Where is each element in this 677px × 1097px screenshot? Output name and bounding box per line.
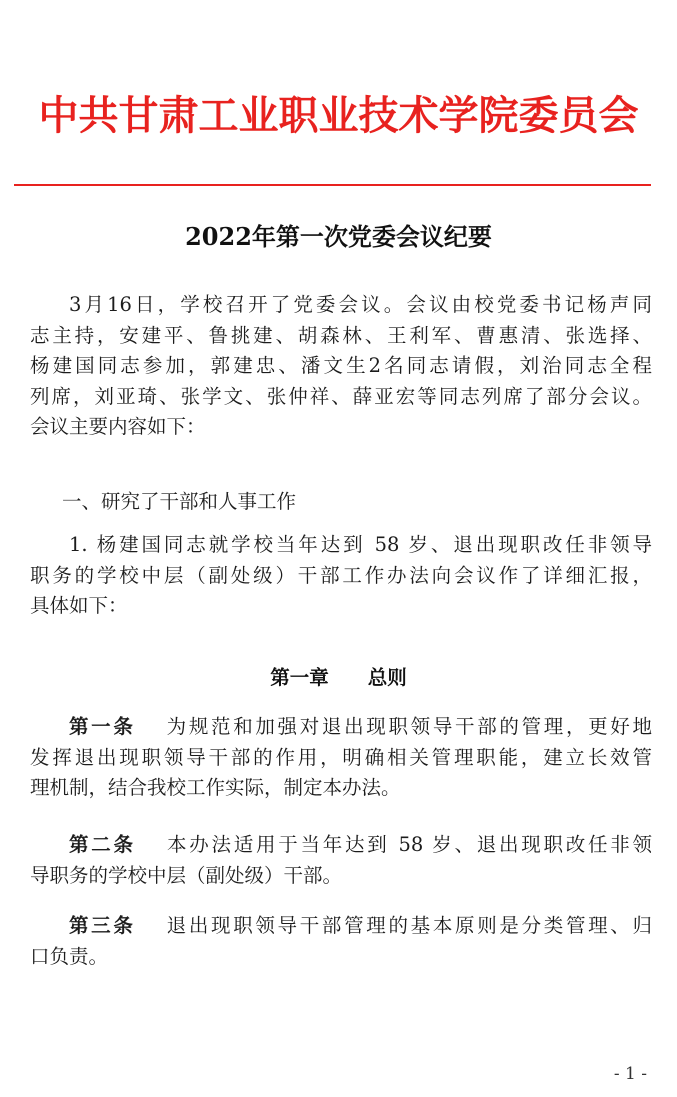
article-1-first-text: 为规范和加强对退出现职领导干部的管理，更好地 (166, 715, 652, 738)
article-1-line-2: 发挥退出现职领导干部的作用，明确相关管理职能，建立长效管 (30, 745, 652, 769)
article-3 (30, 911, 652, 972)
intro-line-3: 杨建国同志参加，郭建忠、潘文生2名同志请假，刘治同志全程 (30, 354, 652, 377)
article-3-label: 第三条 (69, 914, 136, 937)
intro-paragraph (30, 290, 652, 443)
article-1-label: 第一条 (69, 715, 136, 738)
intro-line-2: 志主持，安建平、鲁挑建、胡森林、王利军、曹惠清、张选择、 (30, 323, 652, 347)
header-red-rule (14, 184, 651, 186)
intro-line-4: 列席，刘亚琦、张学文、张仲祥、薛亚宏等同志列席了部分会议。 (30, 384, 652, 408)
article-3-first-text: 退出现职领导干部管理的基本原则是分类管理、归 (166, 914, 652, 937)
item-1-paragraph (30, 530, 652, 622)
intro-line-5: 会议主要内容如下： (30, 415, 206, 438)
article-2-line-2: 导职务的学校中层（副处级）干部。 (30, 863, 343, 887)
article-2-label: 第二条 (69, 833, 136, 856)
article-3-line-2: 口负责。 (30, 944, 109, 968)
document-title: 2022年第一次党委会议纪要 (185, 222, 492, 251)
chapter-heading: 第一章 总则 (270, 666, 407, 689)
article-2-first-line (30, 830, 652, 861)
item-1-line-1: 1. 杨建国同志就学校当年达到 58 岁、退出现职改任非领导 (69, 533, 652, 556)
item-1-line-2: 职务的学校中层（副处级）干部工作办法向会议作了详细汇报， (30, 563, 652, 587)
article-3-first-line (30, 911, 652, 942)
intro-line-1: 3月16日，学校召开了党委会议。会议由校党委书记杨声同 (69, 293, 652, 316)
article-2-first-text: 本办法适用于当年达到 58 岁、退出现职改任非领 (166, 833, 652, 856)
article-1 (30, 712, 652, 804)
section-heading: 一、研究了干部和人事工作 (62, 490, 297, 513)
article-2 (30, 830, 652, 891)
page-number: - 1 - (613, 1064, 647, 1084)
article-1-first-line (30, 712, 652, 743)
article-1-line-3: 理机制，结合我校工作实际，制定本办法。 (30, 776, 401, 799)
item-1-line-3: 具体如下： (30, 594, 128, 617)
org-title: 中共甘肃工业职业技术学院委员会 (38, 93, 639, 139)
